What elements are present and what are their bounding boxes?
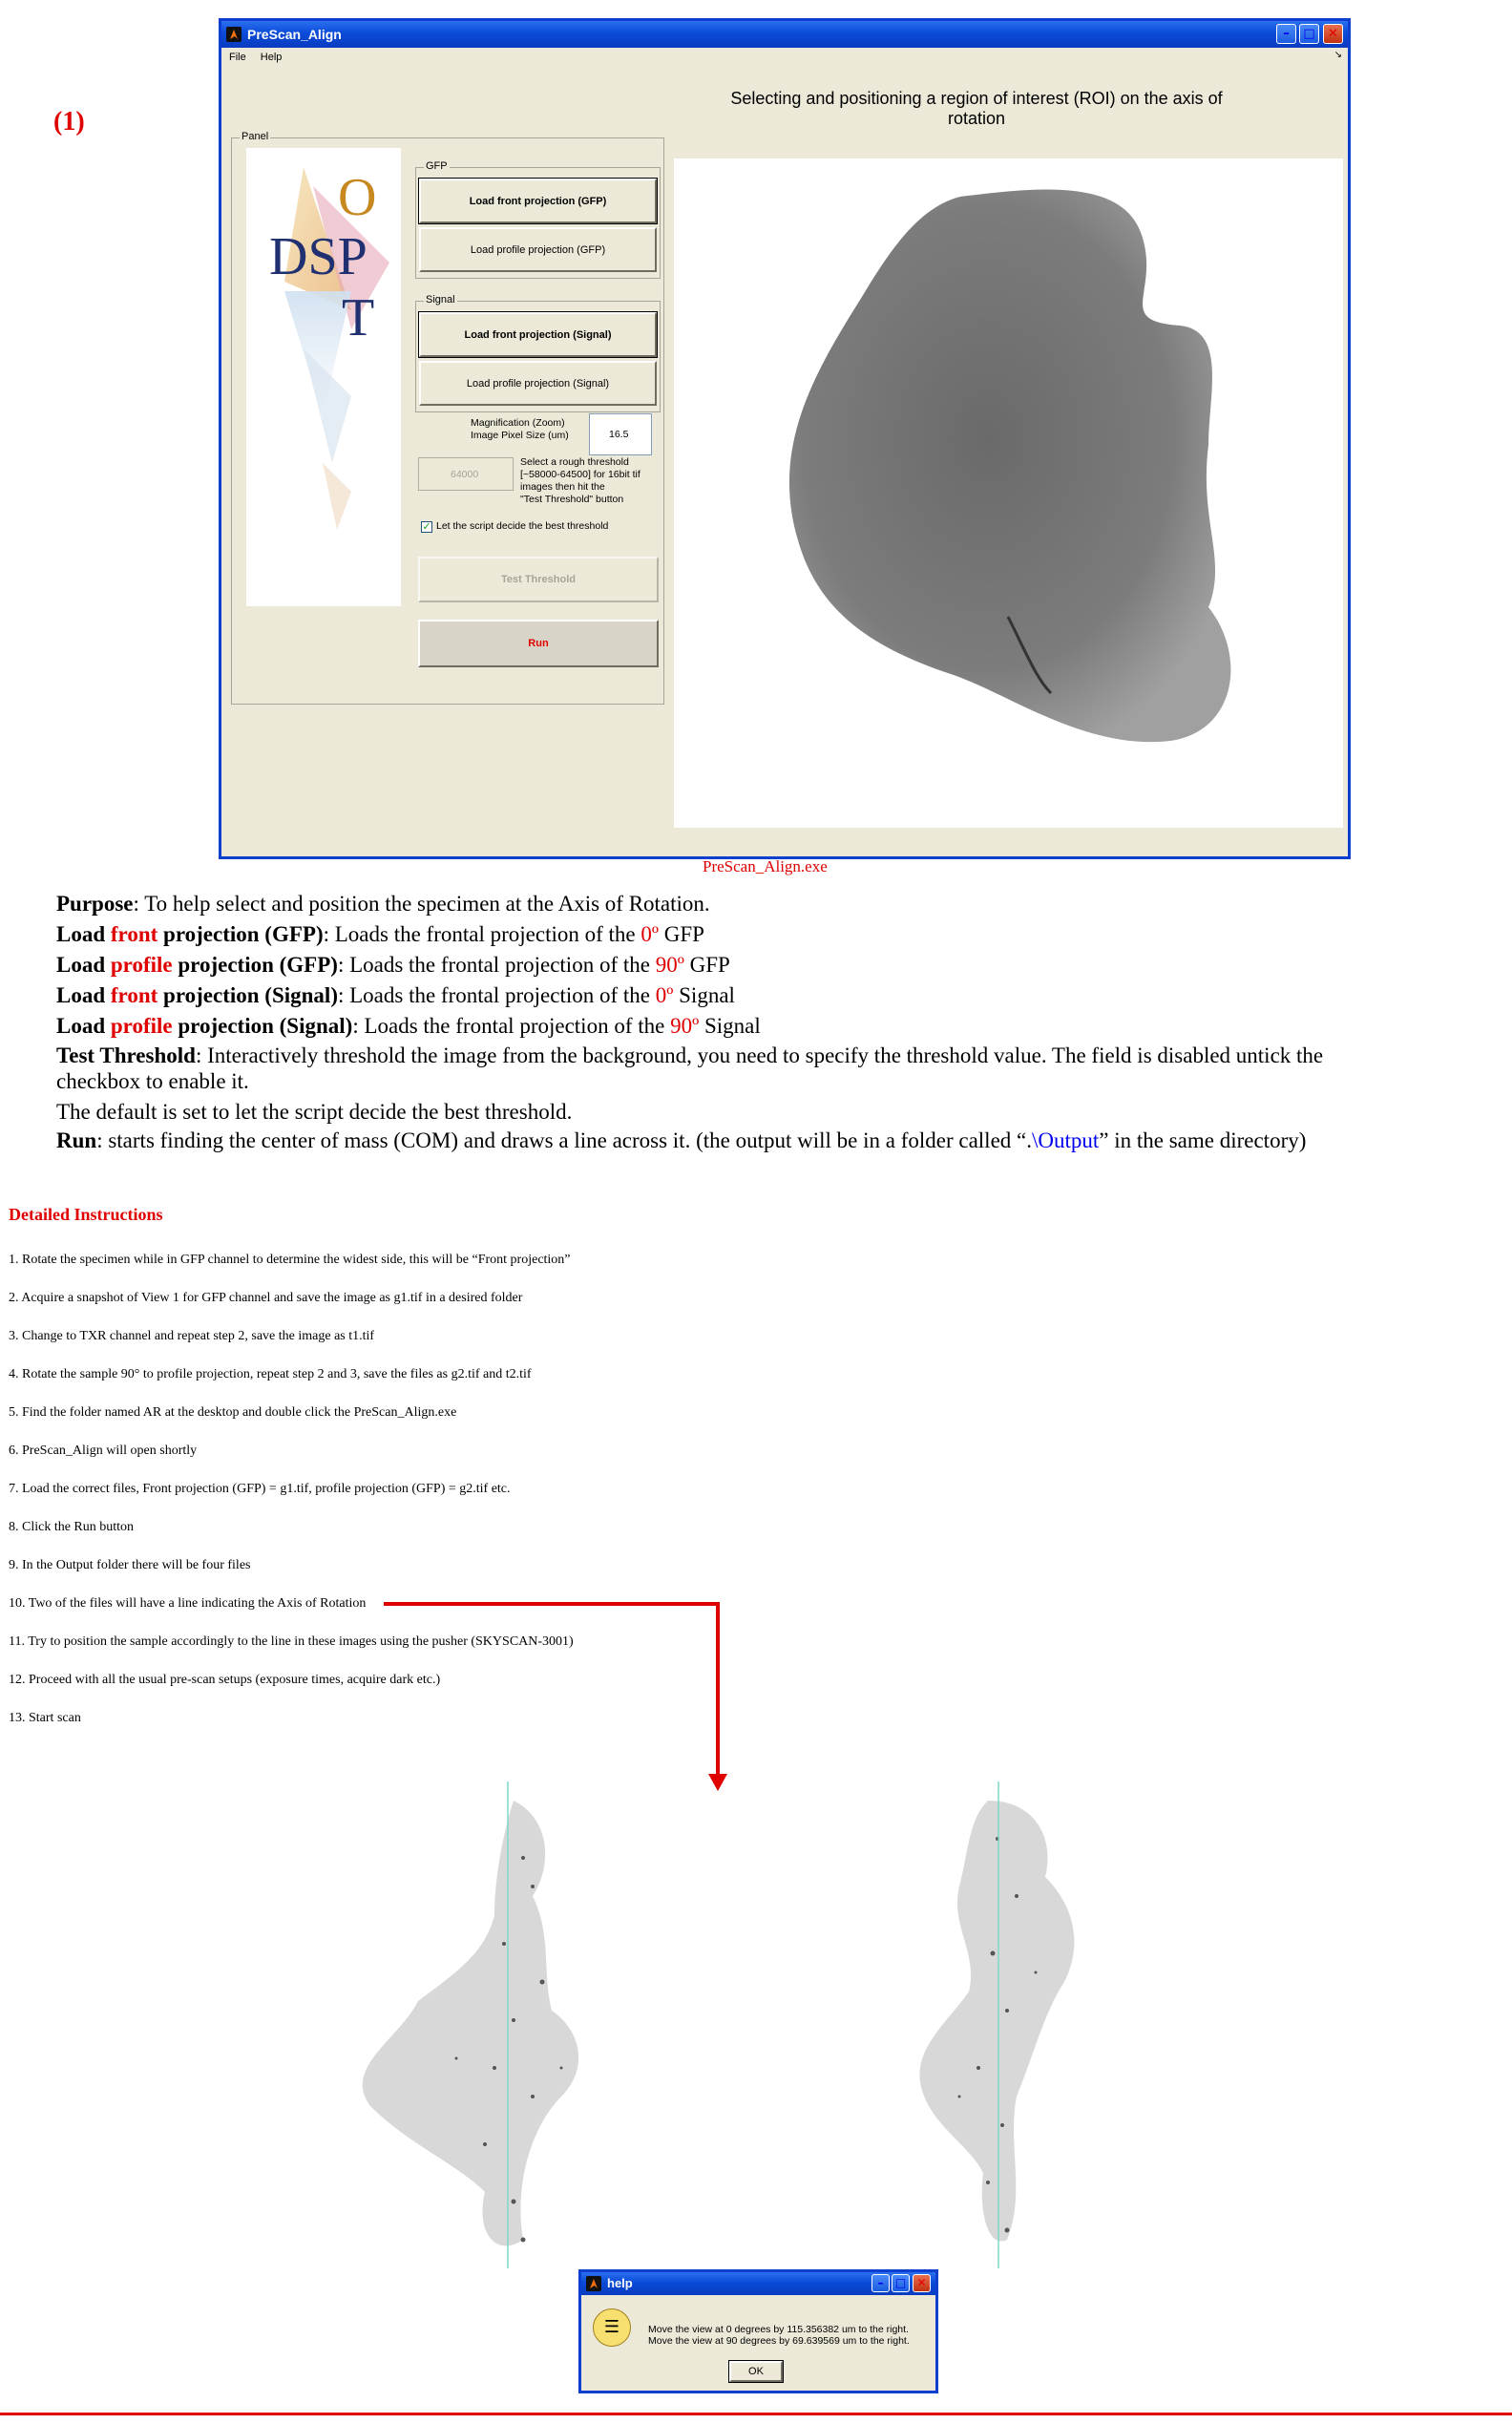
- instruction-step: 10. Two of the files will have a line indicating the Axis of Rotation: [9, 1596, 367, 1611]
- logo-letter-t: T: [342, 288, 375, 348]
- gfp-group-label: GFP: [426, 160, 448, 172]
- threshold-hint-1: Select a rough threshold: [520, 456, 629, 468]
- matlab-icon: [586, 2276, 601, 2291]
- pixel-size-label: Image Pixel Size (um): [471, 430, 569, 441]
- maximize-button[interactable]: □: [1299, 24, 1319, 44]
- help-title: help: [607, 2276, 633, 2290]
- instruction-step: 3. Change to TXR channel and repeat step 2, save the image as t1.tif: [9, 1329, 375, 1343]
- window-caption: PreScan_Align.exe: [703, 857, 828, 875]
- output-image-profile: [892, 1781, 1255, 2268]
- threshold-value: 64000: [451, 469, 479, 480]
- instructions-heading: Detailed Instructions: [9, 1205, 163, 1224]
- desc-test-threshold-cont: checkbox to enable it.: [56, 1069, 249, 1093]
- window-title: PreScan_Align: [247, 27, 342, 42]
- load-front-gfp-button[interactable]: Load front projection (GFP): [419, 179, 657, 223]
- ok-button[interactable]: OK: [729, 2361, 783, 2382]
- instruction-step: 13. Start scan: [9, 1711, 81, 1725]
- instruction-step: 2. Acquire a snapshot of View 1 for GFP channel and save the image as g1.tif in a desired folder: [9, 1291, 523, 1305]
- threshold-hint-3: images then hit the: [520, 481, 605, 493]
- desc-load-profile-signal: Load profile projection (Signal): Loads the frontal projection of the 90º Signal: [56, 1014, 761, 1038]
- dock-arrow-icon[interactable]: ↘: [1334, 50, 1342, 60]
- test-threshold-button[interactable]: Test Threshold: [418, 557, 659, 602]
- help-close-button[interactable]: ✕: [913, 2274, 931, 2292]
- instruction-step: 7. Load the correct files, Front projection (GFP) = g1.tif, profile projection (GFP) = g2.tif etc.: [9, 1482, 511, 1496]
- menu-file[interactable]: File: [229, 52, 246, 63]
- close-button[interactable]: ✕: [1323, 24, 1343, 44]
- help-line-1: Move the view at 0 degrees by 115.356382 um to the right.: [648, 2324, 909, 2335]
- desc-default: The default is set to let the script decide the best threshold.: [56, 1100, 573, 1124]
- output-image-front: [265, 1781, 666, 2268]
- desc-test-threshold: Test Threshold: Interactively threshold the image from the background, you need to specify the threshold value. The field is disabled untick the: [56, 1043, 1324, 1067]
- bottom-divider: [0, 2413, 1512, 2415]
- logo-letters-dsp: DSP: [269, 227, 368, 286]
- magnification-value: 16.5: [609, 429, 629, 440]
- instruction-step: 1. Rotate the specimen while in GFP channel to determine the widest side, this will be “Front projection”: [9, 1253, 571, 1267]
- output-folder-link[interactable]: \Output: [1031, 1128, 1100, 1152]
- help-line-2: Move the view at 90 degrees by 69.639569 um to the right.: [648, 2335, 910, 2347]
- help-speech-icon: ☰: [593, 2308, 631, 2347]
- help-minimize-button[interactable]: –: [872, 2274, 890, 2292]
- help-titlebar[interactable]: [581, 2272, 935, 2295]
- magnification-label: Magnification (Zoom): [471, 417, 565, 429]
- purpose-text: : To help select and position the specimen at the Axis of Rotation.: [133, 892, 710, 916]
- desc-load-front-gfp: Load front projection (GFP): Loads the frontal projection of the 0º GFP: [56, 922, 704, 946]
- signal-group-label: Signal: [426, 294, 455, 306]
- instruction-step: 6. PreScan_Align will open shortly: [9, 1444, 198, 1458]
- window-heading: Selecting and positioning a region of interest (ROI) on the axis of rotation: [730, 89, 1223, 128]
- threshold-hint-2: [~58000-64500] for 16bit tif: [520, 469, 640, 480]
- instruction-step: 5. Find the folder named AR at the desktop and double click the PreScan_Align.exe: [9, 1405, 457, 1420]
- run-button[interactable]: Run: [418, 620, 659, 667]
- load-profile-gfp-button[interactable]: Load profile projection (GFP): [419, 227, 657, 272]
- instruction-step: 4. Rotate the sample 90° to profile projection, repeat step 2 and 3, save the files as g2.tif and t2.tif: [9, 1367, 532, 1381]
- instruction-step: 9. In the Output folder there will be four files: [9, 1558, 251, 1572]
- desc-load-profile-gfp: Load profile projection (GFP): Loads the frontal projection of the 90º GFP: [56, 953, 730, 977]
- load-front-signal-button[interactable]: Load front projection (Signal): [419, 312, 657, 357]
- panel-label: Panel: [242, 131, 269, 142]
- threshold-hint-4: "Test Threshold" button: [520, 494, 624, 505]
- instruction-step: 11. Try to position the sample accordingly to the line in these images using the pusher (SKYSCAN-3001): [9, 1634, 574, 1649]
- purpose-label: Purpose: [56, 892, 134, 916]
- auto-threshold-label: Let the script decide the best threshold: [436, 520, 609, 532]
- step-number: (1): [53, 107, 85, 137]
- load-profile-signal-button[interactable]: Load profile projection (Signal): [419, 361, 657, 406]
- help-dialog: [578, 2269, 938, 2393]
- logo-letter-o: O: [338, 168, 377, 227]
- instruction-step: 8. Click the Run button: [9, 1520, 135, 1534]
- desc-run: Run: starts finding the center of mass (COM) and draws a line across it. (the output will be in a folder called “.\Output” in the same directory): [56, 1128, 1307, 1152]
- instruction-step: 12. Proceed with all the usual pre-scan setups (exposure times, acquire dark etc.): [9, 1673, 441, 1687]
- help-maximize-button[interactable]: □: [892, 2274, 910, 2292]
- auto-threshold-checkbox[interactable]: ✓: [422, 520, 431, 533]
- menu-help[interactable]: Help: [260, 52, 283, 63]
- minimize-button[interactable]: –: [1276, 24, 1296, 44]
- desc-load-front-signal: Load front projection (Signal): Loads the frontal projection of the 0º Signal: [56, 983, 735, 1007]
